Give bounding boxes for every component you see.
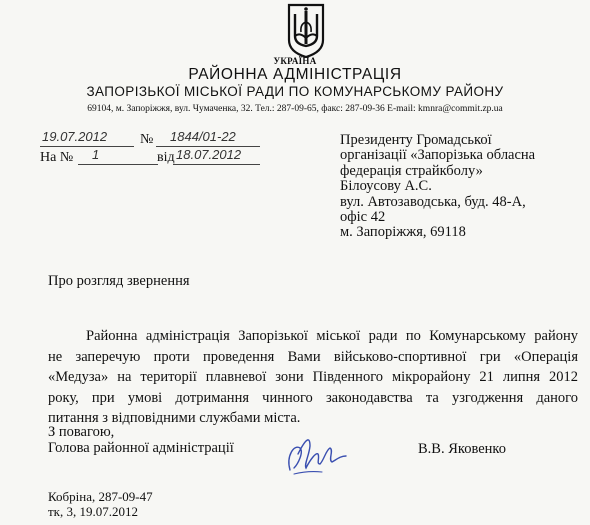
coat-of-arms-icon [284, 2, 328, 58]
executor-footer [48, 489, 153, 519]
signer-name: В.В. Яковенко [418, 441, 506, 457]
body-line: не заперечую проти проведення Вами військово-спортивної гри «Операція [48, 348, 578, 365]
number-label: № [140, 132, 154, 147]
addressee-line: організації «Запорізька обласна [340, 147, 536, 164]
handwritten-signature [276, 430, 356, 482]
closing-block [48, 424, 234, 456]
reply-number: 1 [92, 147, 100, 162]
addressee-block [340, 133, 585, 241]
organization-subtitle: ЗАПОРІЗЬКОЇ МІСЬКОЇ РАДИ ПО КОМУНАРСЬКОМУ РАЙОНУ [86, 84, 504, 99]
reply-from-date: 18.07.2012 [176, 147, 242, 162]
outgoing-number: 1844/01-22 [170, 129, 236, 144]
addressee-line: вул. Автозаводська, буд. 48-А, [340, 193, 526, 210]
body-line: «Медуза» на території плавневої зони Південного мікрорайону 21 липня 2012 [48, 369, 578, 385]
addressee-line: Президенту Громадської [340, 132, 492, 148]
body-line: питання з відповідними службами міста. [48, 410, 301, 426]
outgoing-date: 19.07.2012 [42, 129, 108, 144]
closing-regards: З повагою, [48, 424, 115, 440]
body-line: Районна адміністрація Запорізької міської ради по Комунарському району [86, 328, 578, 344]
country-name: УКРАЇНА [273, 56, 317, 66]
executor-contact: Кобріна, 287-09-47 [48, 489, 153, 504]
letter-subject: Про розгляд звернення [48, 273, 190, 289]
addressee-line: федерація страйкболу» [340, 162, 483, 179]
organization-contacts: 69104, м. Запоріжжя, вул. Чумаченка, 32. Тел.: 287-09-65, факс: 287-09-36 E-mail: kmnra@commit.zp.ua [87, 104, 503, 114]
document-reference: тк, 3, 19.07.2012 [48, 504, 138, 519]
signer-position: Голова районної адміністрації [48, 440, 234, 456]
addressee-line: Білоусову А.С. [340, 178, 432, 195]
reply-number-underline [78, 150, 158, 165]
addressee-line: офіс 42 [340, 209, 386, 226]
organization-title: РАЙОННА АДМІНІСТРАЦІЯ [188, 66, 402, 83]
letter-body [48, 326, 578, 429]
body-line: року, при умові дотримання чинного законодавства та узгодження даного [48, 389, 578, 406]
reply-to-label: На № [40, 150, 74, 165]
addressee-line: м. Запоріжжя, 69118 [340, 224, 466, 241]
from-label: від [157, 150, 175, 165]
